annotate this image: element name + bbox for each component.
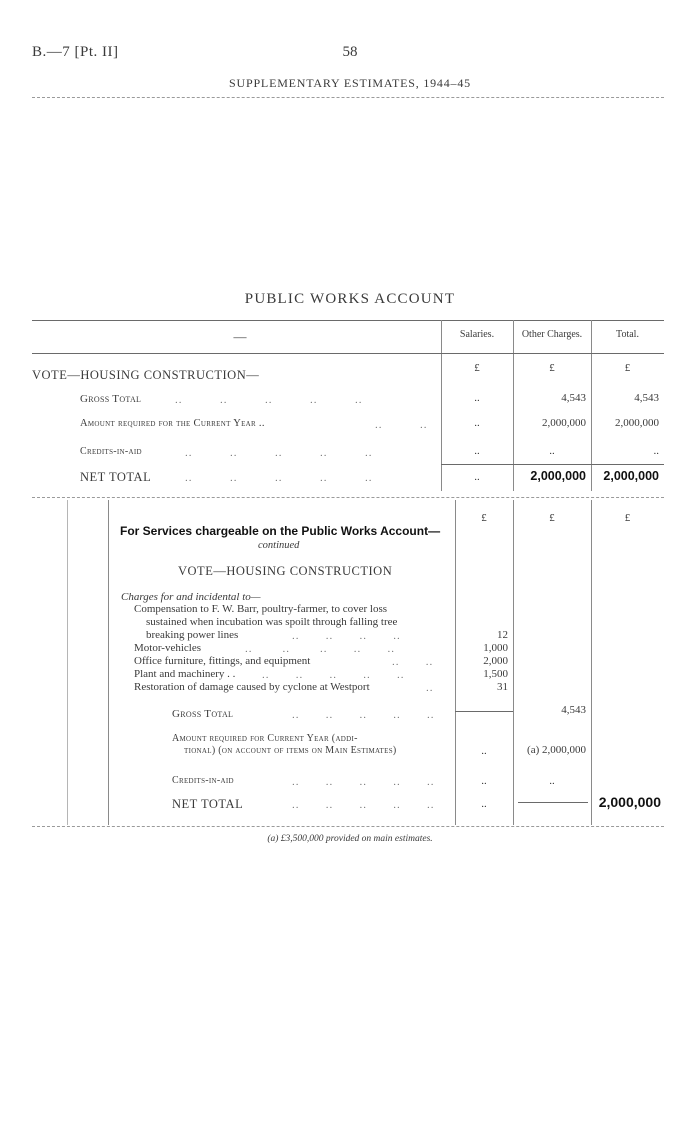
detail-currency-salaries: £ — [481, 512, 487, 524]
summary-amount-other: 2,000,000 — [542, 417, 586, 429]
summary-net-salaries: .. — [474, 471, 480, 483]
detail-net-total-label: NET TOTAL — [172, 797, 244, 811]
continued-note: continued — [258, 540, 300, 551]
summary-header-total: Total. — [616, 329, 639, 340]
summary-top-rule — [32, 320, 664, 321]
detail-net-total: 2,000,000 — [598, 794, 661, 810]
page-subtitle: SUPPLEMENTARY ESTIMATES, 1944–45 — [229, 76, 471, 90]
detail-currency-total: £ — [624, 512, 631, 524]
footnote: (a) £3,500,000 provided on main estimates. — [267, 834, 433, 844]
item-amount: 12 — [497, 629, 508, 641]
summary-amount-total: 2,000,000 — [615, 417, 659, 429]
item-line: Plant and machinery . . — [134, 668, 236, 680]
services-heading: For Services chargeable on the Public Works Account— — [120, 524, 441, 538]
detail-net-salaries: .. — [481, 798, 487, 810]
leader-dots: .. — [426, 682, 434, 694]
leader-dots: .. .. .. .. .. — [185, 472, 373, 484]
item-amount: 2,000 — [483, 655, 508, 667]
leader-dots: .. .. .. .. .. — [292, 709, 435, 721]
summary-credits-other: .. — [549, 445, 555, 457]
account-title: PUBLIC WORKS ACCOUNT — [244, 291, 456, 307]
summary-amount-salaries: .. — [474, 417, 480, 429]
item-line: Compensation to F. W. Barr, poultry-farmer, to cover loss — [134, 603, 388, 615]
detail-gross-total-label: Gross Total — [172, 708, 234, 720]
leader-dots: .. .. .. .. .. — [262, 669, 405, 681]
charges-heading: Charges for and incidental to— — [121, 591, 261, 603]
item-amount: 1,500 — [483, 668, 508, 680]
summary-vote-heading: VOTE—HOUSING CONSTRUCTION— — [32, 368, 260, 382]
summary-credits-label: Credits-in-aid — [80, 446, 142, 457]
summary-currency-total: £ — [624, 362, 631, 374]
summary-header-salaries: Salaries. — [459, 329, 495, 340]
summary-net-rule — [441, 464, 664, 465]
items-sum-rule — [455, 711, 513, 712]
summary-header-other: Other Charges. — [521, 329, 583, 340]
summary-col-divider — [591, 320, 592, 491]
summary-amount-required-label: Amount required for the Current Year .. — [80, 418, 265, 429]
summary-gross-total: 4,543 — [634, 392, 659, 404]
leader-dots: .. .. .. .. — [292, 630, 401, 642]
detail-net-rule — [518, 802, 588, 803]
summary-credits-total: .. — [653, 445, 659, 457]
detail-bottom-rule — [32, 826, 664, 827]
detail-credits-other: .. — [549, 775, 555, 787]
summary-gross-salaries: .. — [474, 392, 480, 404]
summary-net-total: 2,000,000 — [603, 469, 659, 483]
leader-dots: .. .. .. .. .. — [185, 447, 373, 459]
leader-dots: .. .. — [392, 656, 434, 668]
page-reference: B.—7 [Pt. II] — [32, 44, 119, 60]
item-line: Restoration of damage caused by cyclone at Westport — [134, 681, 370, 693]
leader-dots: .. .. .. .. .. — [292, 776, 435, 788]
item-line: sustained when incubation was spoilt through falling tree — [146, 616, 398, 628]
detail-vote-heading: VOTE—HOUSING CONSTRUCTION — [178, 564, 393, 578]
leader-dots: .. .. .. .. .. — [175, 394, 363, 406]
summary-currency-other: £ — [549, 362, 555, 374]
detail-margin-line — [67, 500, 68, 825]
detail-amount-required-line2: tional) (on account of items on Main Estimates) — [184, 745, 397, 756]
detail-col-divider — [108, 500, 109, 825]
leader-dots: .. .. .. .. .. — [292, 799, 435, 811]
summary-header-rule — [32, 353, 664, 354]
detail-gross-total-other: 4,543 — [561, 704, 586, 716]
detail-amount-other: (a) 2,000,000 — [527, 744, 586, 756]
page-number: 58 — [342, 44, 358, 60]
item-line: Office furniture, fittings, and equipment — [134, 655, 311, 667]
summary-net-total-label: NET TOTAL — [80, 470, 152, 484]
detail-credits-label: Credits-in-aid — [172, 775, 234, 786]
summary-currency-salaries: £ — [474, 362, 480, 374]
detail-amount-salaries: .. — [481, 745, 487, 757]
summary-col-divider — [513, 320, 514, 491]
detail-amount-required-line1: Amount required for Current Year (addi- — [172, 733, 358, 744]
summary-gross-other: 4,543 — [561, 392, 586, 404]
header-rule — [32, 97, 664, 98]
item-amount: 31 — [497, 681, 508, 693]
summary-col-divider — [441, 320, 442, 491]
summary-bottom-rule — [32, 497, 664, 498]
summary-credits-salaries: .. — [474, 445, 480, 457]
summary-gross-total-label: Gross Total — [80, 393, 142, 405]
leader-dots: .. .. — [375, 419, 428, 431]
item-amount: 1,000 — [483, 642, 508, 654]
summary-net-other: 2,000,000 — [530, 469, 586, 483]
summary-header-dash: — — [233, 329, 247, 344]
detail-currency-other: £ — [549, 512, 555, 524]
leader-dots: .. .. .. .. .. — [245, 643, 395, 655]
item-line: breaking power lines — [146, 629, 239, 641]
item-line: Motor-vehicles — [134, 642, 201, 654]
detail-credits-salaries: .. — [481, 775, 487, 787]
detail-col-divider — [591, 500, 592, 825]
